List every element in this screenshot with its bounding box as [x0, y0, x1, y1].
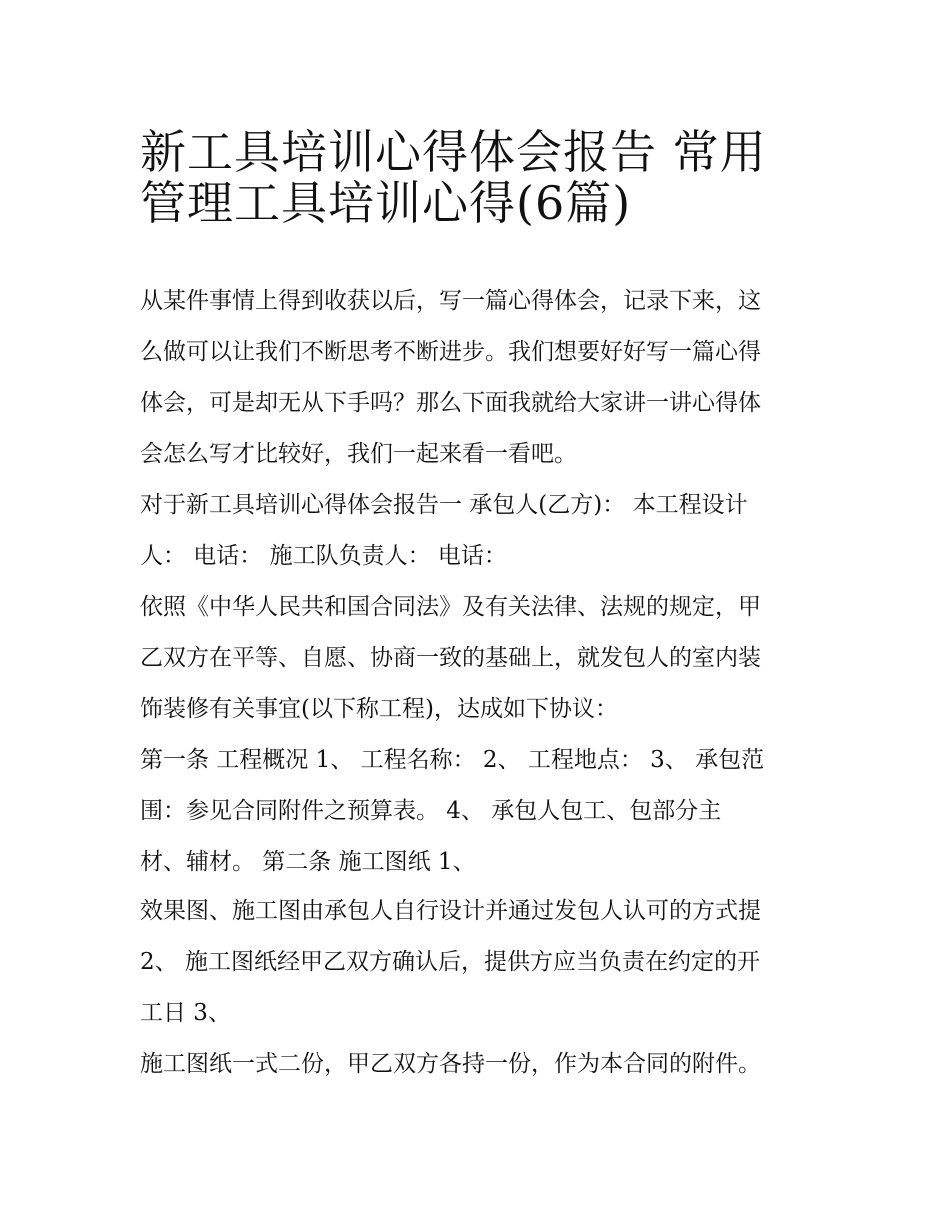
- text-line: 么做可以让我们不断思考不断进步。我们想要好好写一篇心得: [140, 339, 761, 365]
- text-line: 2、 施工图纸经甲乙双方确认后，提供方应当负责在约定的开: [140, 949, 760, 975]
- paragraph-article-one: [140, 735, 820, 888]
- text-line: 乙双方在平等、自愿、协商一致的基础上，就发包人的室内装: [140, 645, 761, 671]
- text-line: 施工图纸一式二份，甲乙双方各持一份，作为本合同的附件。: [140, 1051, 761, 1077]
- text-line: 第一条 工程概况 1、 工程名称： 2、 工程地点： 3、 承包范: [140, 747, 765, 773]
- text-line: 体会，可是却无从下手吗？那么下面我就给大家讲一讲心得体: [140, 390, 761, 416]
- text-line: 会怎么写才比较好，我们一起来看一看吧。: [140, 441, 577, 467]
- paragraph-copies: [140, 1039, 820, 1090]
- paragraph-drawings: [140, 886, 820, 1039]
- paragraph-intro: [140, 276, 820, 480]
- text-line: 饰装修有关事宜(以下称工程)，达成如下协议：: [140, 696, 618, 722]
- paragraph-legal-basis: [140, 582, 820, 735]
- text-line: 从某件事情上得到收获以后，写一篇心得体会，记录下来，这: [140, 288, 761, 314]
- text-line: 人： 电话： 施工队负责人： 电话：: [140, 543, 507, 569]
- title-line-2: 管理工具培训心得(6篇): [140, 176, 632, 230]
- text-line: 围：参见合同附件之预算表。 4、 承包人包工、包部分主: [140, 798, 722, 824]
- text-line: 材、辅材。 第二条 施工图纸 1、: [140, 849, 476, 875]
- text-line: 对于新工具培训心得体会报告一 承包人(乙方)： 本工程设计: [140, 492, 748, 518]
- text-line: 效果图、施工图由承包人自行设计并通过发包人认可的方式提: [140, 898, 761, 924]
- title-line-1: 新工具培训心得体会报告 常用: [140, 125, 767, 179]
- text-line: 依照《中华人民共和国合同法》及有关法律、法规的规定，甲: [140, 594, 761, 620]
- document-title: [140, 112, 820, 230]
- text-line: 工日 3、: [140, 1000, 231, 1026]
- paragraph-contractor: [140, 480, 820, 582]
